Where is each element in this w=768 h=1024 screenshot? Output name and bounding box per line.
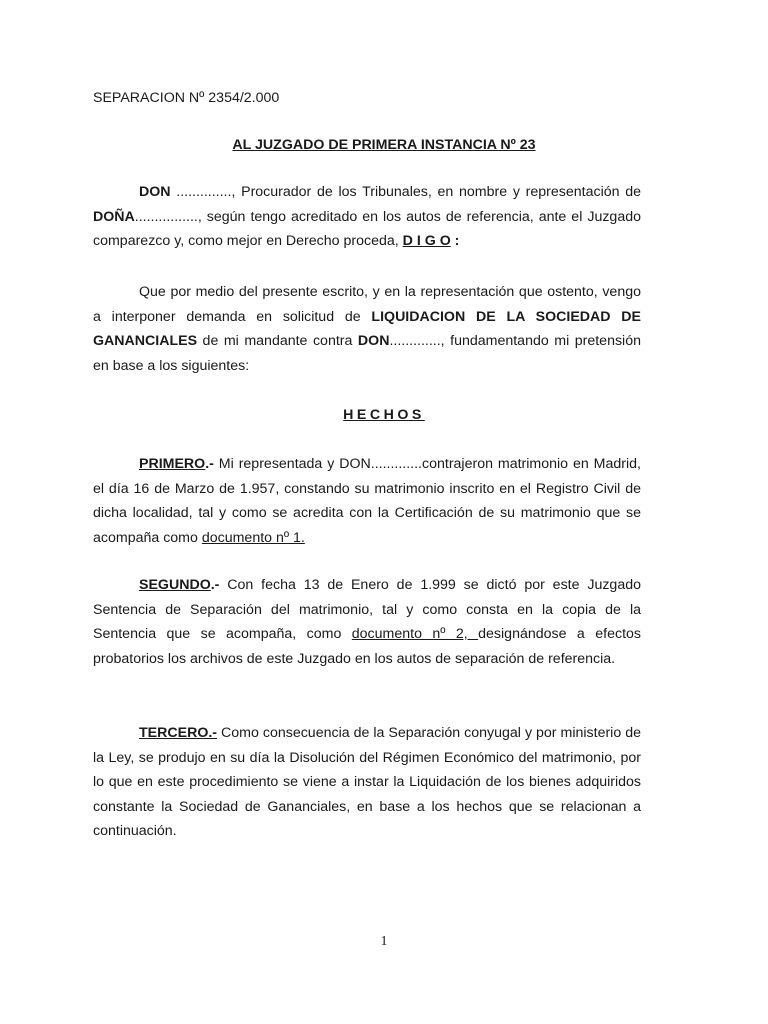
intro-text-a: .............., Procurador de los Tribunales, en nombre y representación de — [170, 184, 641, 200]
request-text-b: de mi mandante contra — [197, 333, 358, 349]
digo-colon: : — [450, 233, 460, 249]
fact-text: Mi representada y DON.............contrajeron matrimonio en Madrid, el día 16 de Marzo de 1.957, constando su matrimonio inscrito en el Registro Civil de dicha localidad, tal y como se acredita con la Certificación de su matrimonio que se acompaña como — [93, 456, 641, 546]
fact-label: PRIMERO — [139, 456, 206, 472]
digo-label: D I G O — [402, 233, 451, 249]
fact-label-suffix: .- — [210, 577, 220, 593]
request-paragraph — [93, 280, 641, 378]
court-heading: AL JUZGADO DE PRIMERA INSTANCIA Nº 23 — [232, 137, 536, 153]
fact-primero — [93, 452, 641, 550]
fact-segundo — [93, 573, 641, 671]
intro-text-b: ................, según tengo acreditado en los autos de referencia, ante el Juzgado comparezco y, como mejor en Derecho proceda, — [93, 208, 641, 249]
request-bold-b: DON — [357, 333, 390, 349]
don-label: DON — [139, 184, 171, 200]
request-bold-a: LIQUIDACION DE LA SOCIEDAD DE GANANCIALES — [93, 308, 642, 349]
fact-label: TERCERO.- — [139, 725, 218, 741]
request-text-c: ............., fundamentando mi pretensión en base a los siguientes: — [93, 333, 641, 374]
fact-text-tail: designándose a efectos probatorios los archivos de este Juzgado en los autos de separación de referencia. — [93, 626, 641, 667]
fact-label: SEGUNDO — [139, 577, 211, 593]
case-reference: SEPARACION Nº 2354/2.000 — [93, 90, 280, 106]
hechos-heading: HECHOS — [343, 407, 425, 423]
request-text-a: Que por medio del presente escrito, y en la representación que ostento, vengo a interponer demanda en solicitud de — [93, 284, 641, 325]
fact-text: Como consecuencia de la Separación conyugal y por ministerio de la Ley, se produjo en su día la Disolución del Régimen Económico del matrimonio, por lo que en este procedimiento se viene a instar la Liquidación de los bienes adquiridos constante la Sociedad de Gananciales, en base a los hechos que se relacionan a continuación. — [93, 725, 641, 839]
page-number: 1 — [380, 934, 388, 949]
document-reference: documento nº 2, — [351, 626, 479, 642]
dona-label: DOÑA — [93, 208, 135, 225]
document-reference: documento nº 1. — [201, 529, 305, 546]
intro-paragraph — [93, 180, 641, 254]
fact-text: Con fecha 13 de Enero de 1.999 se dictó por este Juzgado Sentencia de Separación del matrimonio, tal y como consta en la copia de la Sentencia que se acompaña, como — [93, 577, 641, 642]
fact-tercero — [93, 721, 641, 844]
fact-label-suffix: .- — [205, 456, 214, 472]
